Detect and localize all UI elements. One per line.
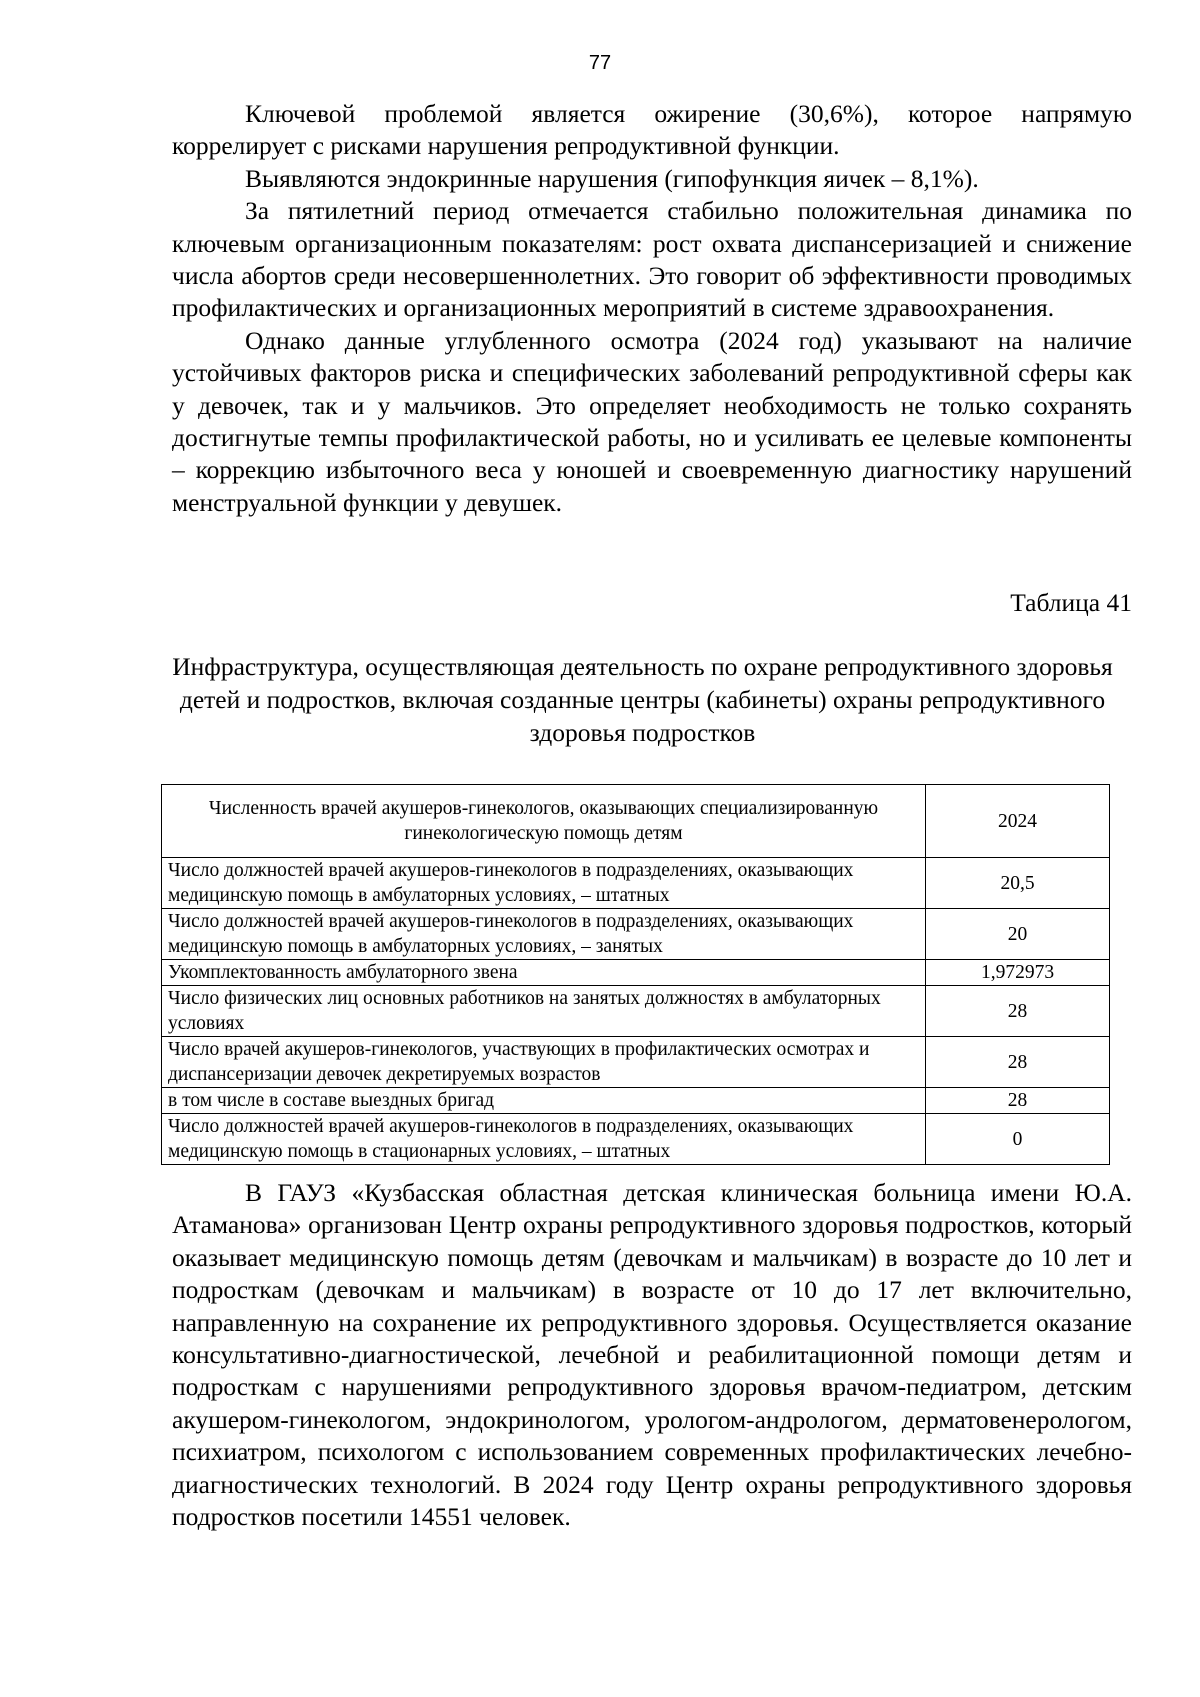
table-row (162, 960, 1110, 986)
row-label: в том числе в составе выездных бригад (162, 1088, 926, 1114)
table-header-name: Численность врачей акушеров-гинекологов, оказывающих специализированную гинекологическую помощь детям (162, 785, 926, 858)
table-row (162, 1037, 1110, 1088)
paragraph-obesity: Ключевой проблемой является ожирение (30,6%), которое напрямую коррелирует с рисками нарушения репродуктивной функции. (172, 99, 1132, 161)
infrastructure-table (161, 784, 1110, 1165)
bottom-text-block (172, 1177, 1132, 1533)
paragraph-dynamics: За пятилетний период отмечается стабильно положительная динамика по ключевым организационным показателям: рост охвата диспансеризацией и снижение числа абортов среди несовершеннолетних. Это говорит об эффективности проводимых профилактических и организационных мероприятий в системе здравоохранения. (172, 196, 1132, 323)
row-value: 28 (926, 1088, 1110, 1114)
table-row (162, 986, 1110, 1037)
row-label: Число должностей врачей акушеров-гинекологов в подразделениях, оказывающих медицинскую помощь в стационарных условиях, – штатных (162, 1114, 926, 1165)
row-label: Укомплектованность амбулаторного звена (162, 960, 926, 986)
table-row (162, 858, 1110, 909)
paragraph-center-description: В ГАУЗ «Кузбасская областная детская клиническая больница имени Ю.А. Атаманова» организован Центр охраны репродуктивного здоровья подростков, который оказывает медицинскую помощь детям (девочкам и мальчикам) в возрасте до 10 лет и подросткам (девочкам и мальчикам) в возрасте от 10 до 17 лет включительно, направленную на сохранение их репродуктивного здоровья. Осуществляется оказание консультативно-диагностической, лечебной и реабилитационной помощи детям и подросткам с нарушениями репродуктивного здоровья врачом-педиатром, детским акушером-гинекологом, эндокринологом, урологом-андрологом, дерматовенерологом, психиатром, психологом с использованием современных профилактических лечебно-диагностических технологий. В 2024 году Центр охраны репродуктивного здоровья подростков посетили 14551 человек. (172, 1178, 1132, 1532)
row-value: 28 (926, 986, 1110, 1037)
table-label: Таблица 41 (1010, 588, 1132, 617)
top-text-block (172, 98, 1132, 519)
table-header-year: 2024 (926, 785, 1110, 858)
row-value: 20,5 (926, 858, 1110, 909)
table-header-row (162, 785, 1110, 858)
row-value: 20 (926, 909, 1110, 960)
row-value: 1,972973 (926, 960, 1110, 986)
row-value: 0 (926, 1114, 1110, 1165)
row-label: Число физических лиц основных работников на занятых должностях в амбулаторных условиях (162, 986, 926, 1037)
row-value: 28 (926, 1037, 1110, 1088)
paragraph-endocrine: Выявляются эндокринные нарушения (гипофункция яичек – 8,1%). (245, 163, 979, 193)
paragraph-risk-factors: Однако данные углубленного осмотра (2024 год) указывают на наличие устойчивых факторов риска и специфических заболеваний репродуктивной сферы как у девочек, так и у мальчиков. Это определяет необходимость не только сохранять достигнутые темпы профилактической работы, но и усиливать ее целевые компоненты – коррекцию избыточного веса у юношей и своевременную диагностику нарушений менструальной функции у девушек. (172, 325, 1132, 517)
table-row (162, 1088, 1110, 1114)
table-title: Инфраструктура, осуществляющая деятельность по охране репродуктивного здоровья детей и подростков, включая созданные центры (кабинеты) охраны репродуктивного здоровья подростков (172, 652, 1113, 747)
table-row (162, 909, 1110, 960)
page-number: 77 (588, 52, 612, 74)
row-label: Число врачей акушеров-гинекологов, участвующих в профилактических осмотрах и диспансеризации девочек декретируемых возрастов (162, 1037, 926, 1088)
row-label: Число должностей врачей акушеров-гинекологов в подразделениях, оказывающих медицинскую помощь в амбулаторных условиях, – занятых (162, 909, 926, 960)
table-row (162, 1114, 1110, 1165)
row-label: Число должностей врачей акушеров-гинекологов в подразделениях, оказывающих медицинскую помощь в амбулаторных условиях, – штатных (162, 858, 926, 909)
